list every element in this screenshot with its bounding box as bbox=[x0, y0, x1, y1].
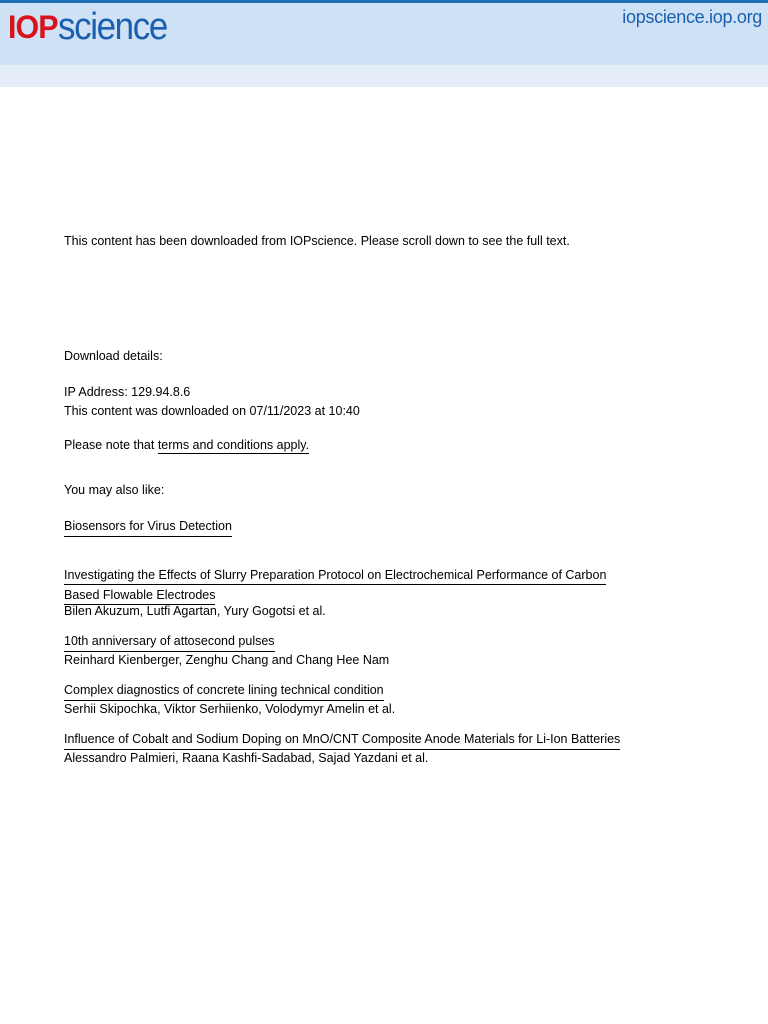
download-date: This content was downloaded on 07/11/2023 at 10:40 bbox=[64, 404, 360, 418]
related-link-cobalt[interactable]: Influence of Cobalt and Sodium Doping on MnO/CNT Composite Anode Materials for Li-Ion Batteries bbox=[64, 730, 620, 750]
related-item bbox=[64, 566, 634, 606]
download-details-heading: Download details: bbox=[64, 349, 163, 363]
related-authors-attosecond: Reinhard Kienberger, Zenghu Chang and Chang Hee Nam bbox=[64, 653, 390, 667]
related-link-slurry-line2: Based Flowable Electrodes bbox=[64, 587, 215, 605]
related-authors-concrete: Serhii Skipochka, Viktor Serhiienko, Volodymyr Amelin et al. bbox=[64, 702, 396, 716]
related-authors-slurry: Bilen Akuzum, Lutfi Agartan, Yury Gogotsi et al. bbox=[64, 604, 326, 618]
ip-address: IP Address: 129.94.8.6 bbox=[64, 385, 191, 399]
terms-link[interactable]: terms and conditions apply. bbox=[157, 438, 310, 452]
related-link-slurry-line1: Investigating the Effects of Slurry Preparation Protocol on Electrochemical Performance of Carbon bbox=[64, 567, 606, 585]
site-header bbox=[0, 3, 768, 65]
header-sub-band bbox=[0, 65, 768, 87]
related-link-concrete[interactable]: Complex diagnostics of concrete lining technical condition bbox=[64, 681, 384, 701]
related-heading: You may also like: bbox=[64, 483, 165, 497]
terms-prefix: Please note that bbox=[64, 438, 158, 452]
related-item bbox=[64, 632, 275, 652]
download-notice: This content has been downloaded from IOPscience. Please scroll down to see the full text. bbox=[64, 234, 570, 248]
related-item bbox=[64, 681, 384, 701]
site-url-link[interactable]: iopscience.iop.org bbox=[622, 7, 762, 27]
terms-note bbox=[64, 436, 309, 454]
iopscience-logo[interactable] bbox=[8, 7, 176, 47]
related-link-biosensors[interactable]: Biosensors for Virus Detection bbox=[64, 517, 232, 537]
related-link-attosecond[interactable]: 10th anniversary of attosecond pulses bbox=[64, 632, 275, 652]
logo-science-text: science bbox=[58, 6, 168, 48]
related-authors-cobalt: Alessandro Palmieri, Raana Kashfi-Sadabad, Sajad Yazdani et al. bbox=[64, 751, 429, 765]
logo-iop-text: IOP bbox=[8, 9, 58, 45]
related-item bbox=[64, 730, 620, 750]
related-item bbox=[64, 517, 232, 537]
related-link-slurry[interactable] bbox=[64, 568, 606, 603]
